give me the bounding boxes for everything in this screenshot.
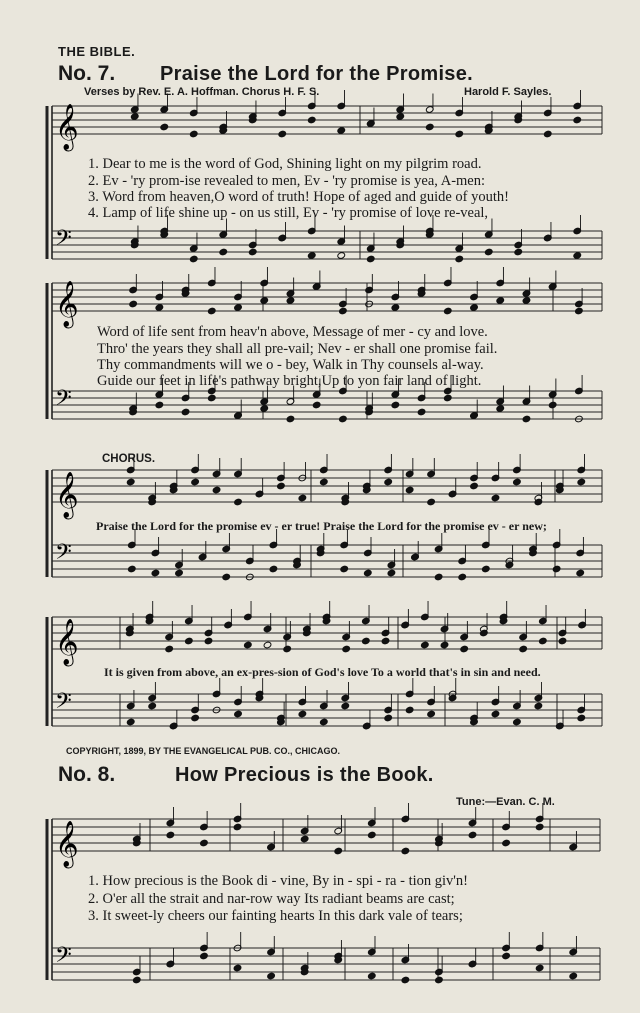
bass-2-note	[548, 401, 557, 409]
bass-1-note	[484, 248, 493, 256]
hymn-7-composer: Harold F. Sayles.	[464, 86, 552, 98]
bass-1-note	[455, 255, 464, 263]
treble-1-note	[455, 130, 464, 138]
treble-clef-icon: 𝄞	[55, 472, 79, 518]
hymn-7-number: No. 7.	[58, 62, 116, 85]
treble-1-note	[160, 123, 169, 131]
treble-clef-icon: 𝄞	[55, 104, 79, 150]
treble-4-note	[519, 645, 528, 653]
bass-1-note	[307, 252, 316, 260]
treble-clef-icon: 𝄞	[55, 821, 79, 867]
section-label: THE BIBLE.	[58, 44, 136, 59]
treble-3-note	[577, 478, 586, 486]
bass-4-note	[534, 702, 543, 710]
bass-5-note	[502, 952, 511, 960]
bass-5-note	[401, 976, 410, 984]
bass-5-note	[132, 976, 141, 984]
hymn-7-line1-verse1: 1. Dear to me is the word of God, Shining light on my pilgrim road.	[88, 156, 482, 172]
treble-4-note	[381, 637, 390, 645]
treble-3-note	[384, 478, 393, 486]
bass-3-note	[552, 565, 561, 573]
bass-5-note	[367, 972, 376, 980]
bass-3-note	[363, 569, 372, 577]
bass-3-note	[434, 573, 443, 581]
bass-3-note	[481, 565, 490, 573]
bass-5-note	[435, 976, 444, 984]
hymn-7-title: Praise the Lord for the Promise.	[160, 63, 474, 85]
treble-1-note	[278, 130, 287, 138]
hymn-7-line1-verse2: 2. Ev - 'ry prom-ise revealed to men, Ev - 'ry promise is yea, A-men:	[88, 173, 486, 189]
treble-1-note	[130, 113, 139, 121]
bass-1-note	[337, 252, 346, 260]
bass-clef-icon: 𝄢	[55, 943, 72, 973]
treble-3-note	[298, 494, 307, 502]
bass-4-note	[491, 710, 500, 718]
treble-1-note	[425, 123, 434, 131]
hymn-8-verse2: 2. O'er all the strait and nar-row way Its radiant beams are cast;	[88, 891, 455, 907]
treble-5-note	[502, 839, 511, 847]
treble-3-note	[126, 478, 135, 486]
treble-4-note	[440, 641, 449, 649]
treble-4-note	[185, 637, 194, 645]
bass-2-note	[155, 401, 164, 409]
bass-clef-icon: 𝄢	[55, 689, 72, 719]
treble-1-note	[337, 127, 346, 135]
bass-2-note	[339, 415, 348, 423]
treble-2-note	[443, 307, 452, 315]
bass-2-note	[391, 401, 400, 409]
chorus-label: CHORUS.	[102, 453, 156, 465]
treble-3-note	[320, 478, 329, 486]
treble-2-note	[575, 307, 584, 315]
treble-5-note	[468, 831, 477, 839]
bass-4-note	[126, 718, 135, 726]
bass-4-note	[577, 714, 586, 722]
copyright: COPYRIGHT, 1899, BY THE EVANGELICAL PUB. CO., CHICAGO.	[66, 746, 341, 756]
bass-clef-icon: 𝄢	[55, 386, 72, 416]
treble-4-note	[539, 637, 548, 645]
chorus-line2-lyrics: It is given from above, an ex-pres-sion of God's love To a world that's in sin and need.	[104, 665, 541, 679]
treble-2-note	[391, 304, 400, 312]
bass-2-note	[443, 394, 452, 402]
bass-2-note	[417, 408, 426, 416]
treble-4-note	[263, 641, 272, 649]
bass-2-note	[286, 415, 295, 423]
bass-1-note	[514, 248, 523, 256]
bass-4-note	[513, 718, 522, 726]
treble-3-note	[470, 482, 479, 490]
chorus-line1-lyrics: Praise the Lord for the promise ev - er true! Praise the Lord for the promise ev - er new;	[96, 519, 547, 533]
bass-5-note	[200, 952, 209, 960]
treble-1-note	[573, 116, 582, 124]
bass-5-note	[267, 972, 276, 980]
bass-3-note	[151, 569, 160, 577]
treble-3-note	[491, 494, 500, 502]
treble-2-note	[286, 297, 295, 305]
treble-2-note	[155, 304, 164, 312]
treble-3-note	[513, 478, 522, 486]
hymn-7-line2-verse3: Thy commandments will we o - bey, Walk in Thy counsels al-way.	[97, 357, 484, 373]
treble-4-note	[165, 645, 174, 653]
hymn-8-verse3: 3. It sweet-ly cheers our fainting hearts In this dark vale of tears;	[88, 908, 463, 924]
bass-3-note	[269, 565, 278, 573]
treble-4-note	[460, 645, 469, 653]
bass-5-note	[535, 964, 544, 972]
bass-4-note	[191, 714, 200, 722]
treble-clef-icon: 𝄞	[55, 281, 79, 327]
treble-3-note	[405, 486, 414, 494]
treble-5-note	[166, 831, 175, 839]
bass-2-note	[181, 408, 190, 416]
bass-1-note	[189, 255, 198, 263]
treble-2-note	[470, 304, 479, 312]
hymn-7-line2-verse4: Guide our feet in life's pathway bright,Up to yon fair land of light.	[97, 373, 482, 389]
treble-1-note	[189, 130, 198, 138]
bass-clef-icon: 𝄢	[55, 540, 72, 570]
hymn-8-verse1: 1. How precious is the Book di - vine, By in - spi - ra - tion giv'n!	[88, 873, 468, 889]
treble-2-note	[129, 300, 138, 308]
bass-4-note	[148, 702, 157, 710]
treble-3-note	[234, 498, 243, 506]
treble-4-note	[421, 641, 430, 649]
bass-2-note	[260, 405, 269, 413]
treble-5-note	[535, 823, 544, 831]
hymn-8-title: How Precious is the Book.	[175, 764, 434, 786]
bass-2-note	[312, 401, 321, 409]
bass-1-note	[219, 248, 228, 256]
treble-5-note	[200, 839, 209, 847]
bass-3-note	[340, 565, 349, 573]
treble-1-note	[307, 116, 316, 124]
bass-2-note	[522, 415, 531, 423]
treble-3-note	[277, 482, 286, 490]
bass-3-note	[458, 573, 467, 581]
treble-5-note	[367, 831, 376, 839]
treble-clef-icon: 𝄞	[55, 619, 79, 665]
bass-1-note	[366, 255, 375, 263]
hymn-7-line1-verse3: 3. Word from heaven,O word of truth! Hope of aged and guide of youth!	[88, 189, 509, 205]
bass-4-note	[341, 702, 350, 710]
treble-2-note	[234, 304, 243, 312]
hymn-7-line1-verse4: 4. Lamp of life shine up - on us still, Ev - 'ry promise of love re-veal,	[88, 205, 489, 221]
treble-4-note	[244, 641, 253, 649]
treble-1-note	[396, 113, 405, 121]
bass-1-note	[573, 252, 582, 260]
bass-3-note	[387, 569, 396, 577]
hymn-7-line2-verse2: Thro' the years they shall all pre-vail; Nev - er shall one promise fail.	[97, 341, 498, 357]
treble-4-note	[362, 637, 371, 645]
treble-4-note	[342, 645, 351, 653]
treble-3-note	[191, 478, 200, 486]
hymn-7-line2-verse1: Word of life sent from heav'n above, Message of mer - cy and love.	[97, 324, 488, 340]
bass-3-note	[127, 565, 136, 573]
bass-5-note	[569, 972, 578, 980]
bass-3-note	[222, 573, 231, 581]
treble-2-note	[339, 307, 348, 315]
treble-2-note	[496, 297, 505, 305]
treble-4-note	[558, 637, 567, 645]
bass-4-note	[384, 714, 393, 722]
bass-4-note	[234, 710, 243, 718]
hymn-8-tune: Tune:—Evan. C. M.	[456, 796, 555, 808]
treble-1-note	[543, 130, 552, 138]
bass-3-note	[576, 569, 585, 577]
treble-2-note	[260, 297, 269, 305]
treble-5-note	[233, 823, 242, 831]
treble-2-note	[522, 297, 531, 305]
bass-3-note	[175, 569, 184, 577]
treble-5-note	[300, 835, 309, 843]
bass-4-note	[298, 710, 307, 718]
treble-2-note	[207, 307, 216, 315]
bass-1-note	[248, 248, 257, 256]
bass-4-note	[427, 710, 436, 718]
treble-4-note	[283, 645, 292, 653]
bass-5-note	[233, 964, 242, 972]
treble-4-note	[204, 637, 213, 645]
bass-4-note	[320, 718, 329, 726]
hymn-7-credits: Verses by Rev. E. A. Hoffman. Chorus H. F. S.	[84, 86, 320, 98]
hymn-8-number: No. 8.	[58, 763, 116, 786]
bass-4-note	[405, 706, 414, 714]
bass-2-note	[496, 405, 505, 413]
treble-3-note	[212, 486, 221, 494]
treble-3-note	[427, 498, 436, 506]
bass-clef-icon: 𝄢	[55, 226, 72, 256]
treble-5-note	[401, 847, 410, 855]
treble-5-note	[334, 847, 343, 855]
bass-2-note	[207, 394, 216, 402]
